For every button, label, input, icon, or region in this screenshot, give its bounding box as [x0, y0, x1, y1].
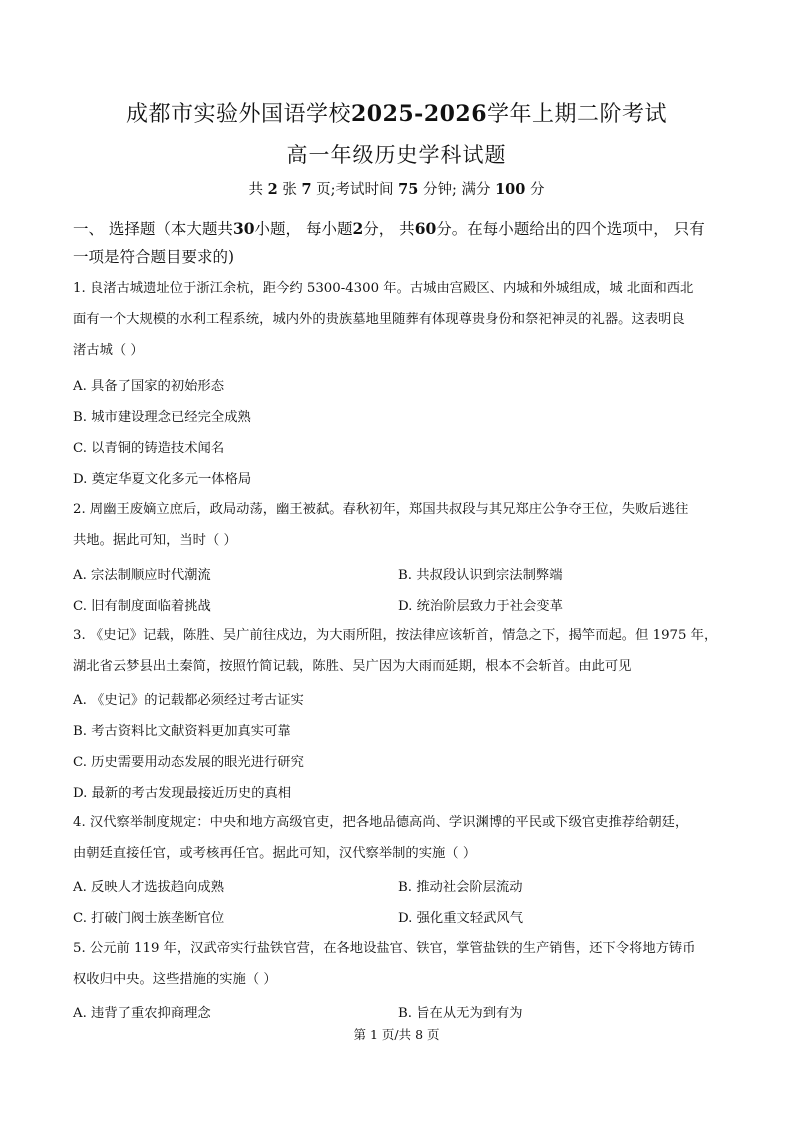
option-2c: C. 旧有制度面临着挑战 [73, 599, 211, 614]
section-text: 分。在每小题给出的四个选项中， 只有 [436, 220, 705, 238]
option-2a: A. 宗法制顺应时代潮流 [73, 568, 211, 583]
question-4 [73, 807, 733, 869]
page-footer: 第 1 页/共 8 页 [353, 1027, 440, 1042]
section-heading [73, 215, 723, 271]
exam-subtitle: 高一年级历史学科试题 [286, 143, 507, 167]
exam-info [0, 178, 793, 199]
question-line: 2. 周幽王废嫡立庶后，政局动荡，幽王被弑。春秋初年，郑国共叔段与其兄郑庄公争夺王位，失败后逃往 [73, 502, 689, 517]
term-name: 学年上期二阶考试 [487, 102, 668, 127]
option-3b: B. 考古资料比文献资料更加真实可靠 [73, 724, 291, 739]
option-2b: B. 共叔段认识到宗法制弊端 [398, 568, 563, 583]
question-line: 5. 公元前 119 年，汉武帝实行盐铁官营，在各地设盐官、铁官，掌管盐铁的生产销售，还下令将地方铸币 [73, 941, 696, 956]
question-1 [73, 273, 733, 366]
question-line: 4. 汉代察举制度规定：中央和地方高级官吏，把各地品德高尚、学识渊博的平民或下级官吏推荐给朝廷， [73, 815, 689, 830]
section-text: 分， 共 [363, 220, 415, 238]
question-3 [73, 620, 733, 682]
section-points: 2 [352, 219, 364, 238]
question-line: 面有一个大规模的水利工程系统，城内外的贵族墓地里随葬有体现尊贵身份和祭祀神灵的礼器。这表明良 [73, 312, 685, 327]
school-year: 2025-2026 [350, 101, 488, 127]
exam-title [0, 97, 793, 128]
option-1c: C. 以青铜的铸造技术闻名 [73, 441, 225, 456]
question-line: 湖北省云梦县出土秦简，按照竹简记载，陈胜、吴广因为大雨而延期，根本不会斩首。由此可见 [73, 659, 632, 674]
section-text: 小题， 每小题 [254, 220, 353, 238]
section-line-2: 一项是符合题目要求的) [73, 248, 235, 266]
question-5 [73, 933, 733, 995]
question-line: 权收归中央。这些措施的实施（ ） [73, 972, 277, 987]
option-3c: C. 历史需要用动态发展的眼光进行研究 [73, 755, 304, 770]
option-3a: A. 《史记》的记载都必须经过考古证实 [73, 693, 304, 708]
option-4a: A. 反映人才选拔趋向成熟 [73, 880, 225, 895]
question-2 [73, 494, 733, 556]
info-text: 分钟; 满分 [422, 182, 491, 198]
section-text: 一、 选择题（本大题共 [73, 220, 233, 238]
question-line: 1. 良渚古城遗址位于浙江余杭，距今约 5300-4300 年。古城由宫殿区、内城和外城组成，城 北面和西北 [73, 281, 694, 296]
option-3d: D. 最新的考古发现最接近历史的真相 [73, 786, 292, 801]
section-count: 30 [232, 219, 255, 238]
option-4d: D. 强化重文轻武风气 [398, 911, 524, 926]
section-total: 60 [414, 219, 437, 238]
info-sheets: 2 [267, 181, 278, 198]
option-5b: B. 旨在从无为到有为 [398, 1006, 523, 1021]
question-line: 3. 《史记》记载，陈胜、吴广前往戍边，为大雨所阻，按法律应该斩首，情急之下，揭竿而起。但 1975 年， [73, 628, 718, 643]
school-name: 成都市实验外国语学校 [125, 102, 351, 127]
question-line: 由朝廷直接任官，或考核再任官。据此可知，汉代察举制的实施（ ） [73, 846, 477, 861]
info-text: 页;考试时间 [316, 182, 394, 198]
option-1a: A. 具备了国家的初始形态 [73, 379, 225, 394]
info-text: 分 [529, 182, 545, 198]
info-time: 75 [398, 181, 419, 198]
section-line-1 [73, 215, 723, 243]
info-text: 共 [248, 182, 264, 198]
option-1d: D. 奠定华夏文化多元一体格局 [73, 472, 252, 487]
info-pages: 7 [301, 181, 312, 198]
info-text: 张 [282, 182, 297, 198]
option-4c: C. 打破门阀士族垄断官位 [73, 911, 225, 926]
option-5a: A. 违背了重农抑商理念 [73, 1006, 211, 1021]
question-line: 共地。据此可知，当时（ ） [73, 533, 237, 548]
option-1b: B. 城市建设理念已经完全成熟 [73, 410, 251, 425]
info-score: 100 [495, 181, 526, 198]
question-line: 渚古城（ ） [73, 343, 144, 358]
option-2d: D. 统治阶层致力于社会变革 [398, 599, 563, 614]
option-4b: B. 推动社会阶层流动 [398, 880, 523, 895]
